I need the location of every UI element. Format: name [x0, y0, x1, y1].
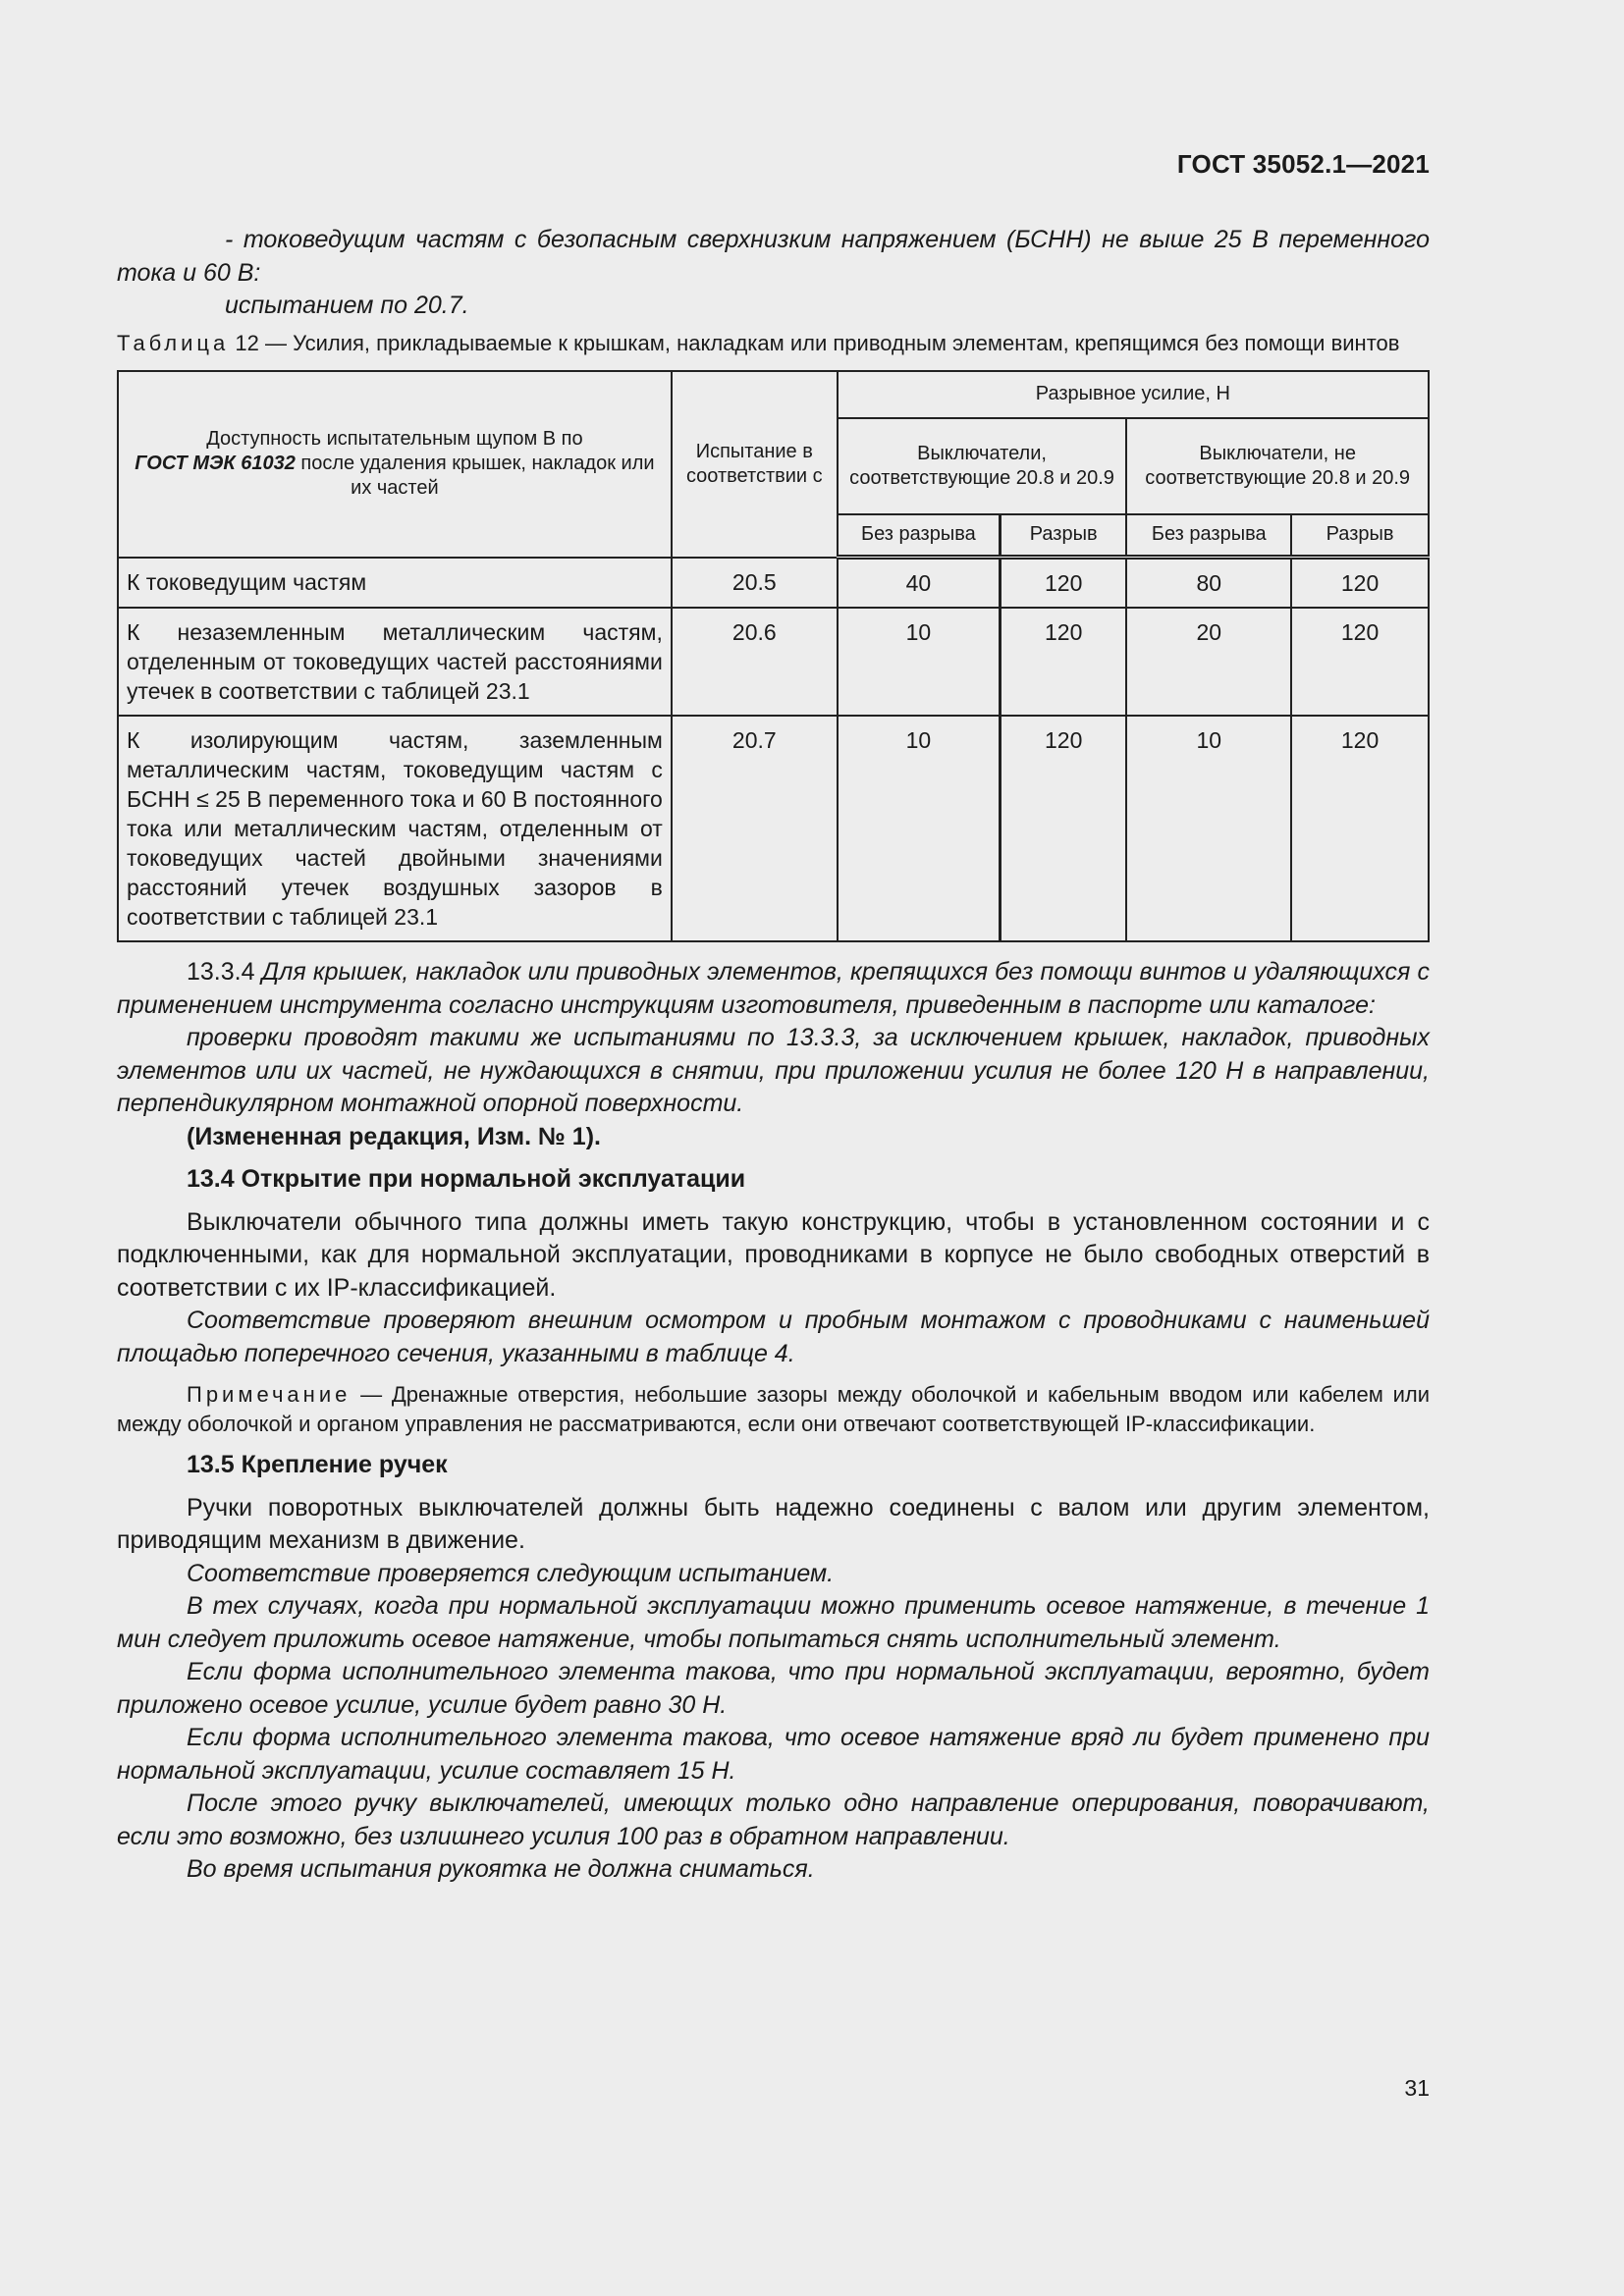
header-accessibility — [118, 371, 672, 558]
header-accessibility-post: после удаления крышек, накладок или их частей — [295, 453, 655, 499]
clause-text: Для крышек, накладок или приводных элементов, крепящихся без помощи винтов и удаляющихся с применением инструмента согласно инструкциям изготовителя, приведенным в паспорте или каталоге: — [117, 958, 1430, 1019]
section-13-5-force-30: Если форма исполнительного элемента такова, что при нормальной эксплуатации, вероятно, будет приложено осевое усилие, усилие будет равно 30 Н. — [117, 1658, 1430, 1719]
header-group-noncompliant: Выключатели, не соответствующие 20.8 и 20.9 — [1126, 418, 1429, 514]
section-heading-13-5: 13.5 Крепление ручек — [187, 1451, 448, 1478]
row-value: 120 — [1001, 716, 1127, 941]
row-label: К изолирующим частям, заземленным металлическим частям, токоведущим частям с БСНН ≤ 25 В переменного тока и 60 В постоянного тока или металлическим частям, отделенным от токоведущих частей двойными значениями расстояний утечек воздушных зазоров в соответствии с таблицей 23.1 — [118, 716, 672, 941]
row-value: 120 — [1291, 558, 1429, 609]
header-accessibility-pre: Доступность испытательным щупом В по — [206, 428, 583, 450]
note — [117, 1380, 1430, 1439]
document-id-header: ГОСТ 35052.1—2021 — [1176, 149, 1430, 179]
row-value: 10 — [838, 716, 1001, 941]
row-label: К незаземленным металлическим частям, отделенным от токоведущих частей расстояниями утечек в соответствии с таблицей 23.1 — [118, 608, 672, 716]
section-13-5-result: Во время испытания рукоятка не должна сниматься. — [187, 1855, 815, 1883]
table-row — [118, 558, 1429, 609]
section-13-5-rotation: После этого ручку выключателей, имеющих только одно направление оперирования, поворачивают, если это возможно, без излишнего усилия 100 раз в обратном направлении. — [117, 1789, 1430, 1850]
section-13-5-requirement: Ручки поворотных выключателей должны быть надежно соединены с валом или другим элементом, приводящим механизм в движение. — [117, 1493, 1430, 1554]
header-sub-break-1: Разрыв — [1001, 514, 1127, 558]
header-standard-ref: ГОСТ МЭК 61032 — [135, 453, 296, 474]
row-value: 120 — [1001, 608, 1127, 716]
clause-number: 13.3.4 — [187, 958, 255, 986]
force-table — [117, 370, 1430, 943]
section-13-5-axial-pull: В тех случаях, когда при нормальной эксплуатации можно применить осевое натяжение, в течение 1 мин следует приложить осевое натяжение, чтобы попытаться снять исполнительный элемент. — [117, 1592, 1430, 1653]
section-heading-13-4: 13.4 Открытие при нормальной эксплуатации — [187, 1165, 746, 1193]
note-text: — Дренажные отверстия, небольшие зазоры между оболочкой и кабельным вводом или кабелем или между оболочкой и органом управления не рассматриваются, если они отвечают соответствующей IP-классификации. — [117, 1382, 1430, 1436]
section-13-5-force-15: Если форма исполнительного элемента такова, что осевое натяжение вряд ли будет применено при нормальной эксплуатации, усилие составляет 15 Н. — [117, 1724, 1430, 1785]
table-row — [118, 608, 1429, 716]
header-sub-no-break-2: Без разрыва — [1126, 514, 1291, 558]
section-13-5-compliance: Соответствие проверяется следующим испытанием. — [187, 1559, 835, 1587]
header-group-compliant: Выключатели, соответствующие 20.8 и 20.9 — [838, 418, 1127, 514]
table-caption-prefix: Таблица — [117, 330, 230, 355]
row-test: 20.6 — [672, 608, 838, 716]
header-test-ref: Испытание в соответствии с — [672, 371, 838, 558]
section-13-4-compliance: Соответствие проверяют внешним осмотром и пробным монтажом с проводниками с наименьшей площадью поперечного сечения, указанными в таблице 4. — [117, 1307, 1430, 1367]
header-sub-no-break-1: Без разрыва — [838, 514, 1001, 558]
row-value: 20 — [1126, 608, 1291, 716]
table-row — [118, 716, 1429, 941]
row-value: 120 — [1291, 716, 1429, 941]
clause-13-3-4 — [117, 956, 1430, 1022]
header-sub-break-2: Разрыв — [1291, 514, 1429, 558]
intro-test-reference: испытанием по 20.7. — [225, 292, 469, 319]
table-caption-text: 12 — Усилия, прикладываемые к крышкам, накладкам или приводным элементам, крепящимся без помощи винтов — [229, 330, 1400, 355]
table-caption — [117, 329, 1430, 358]
row-value: 80 — [1126, 558, 1291, 609]
section-13-4-requirement: Выключатели обычного типа должны иметь такую конструкцию, чтобы в установленном состоянии и с подключенными, как для нормальной эксплуатации, проводниками в корпусе не было свободных отверстий в соответствии с их IP-классификацией. — [117, 1207, 1430, 1302]
amendment-note: (Измененная редакция, Изм. № 1). — [187, 1122, 601, 1150]
row-value: 10 — [1126, 716, 1291, 941]
header-breaking-force: Разрывное усилие, Н — [838, 371, 1429, 418]
row-value: 40 — [838, 558, 1001, 609]
row-test: 20.7 — [672, 716, 838, 941]
row-value: 120 — [1291, 608, 1429, 716]
row-value: 10 — [838, 608, 1001, 716]
row-label: К токоведущим частям — [118, 558, 672, 609]
page-content — [117, 224, 1430, 1887]
intro-paragraph: - токоведущим частям с безопасным сверхнизким напряжением (БСНН) не выше 25 В переменного тока и 60 В: — [117, 226, 1430, 287]
clause-13-3-4-check: проверки проводят такими же испытаниями по 13.3.3, за исключением крышек, накладок, приводных элементов или их частей, не нуждающихся в снятии, при приложении усилия не более 120 Н в направлении, перпендикулярном монтажной опорной поверхности. — [117, 1024, 1430, 1117]
row-test: 20.5 — [672, 558, 838, 609]
row-value: 120 — [1001, 558, 1127, 609]
note-label: Примечание — [187, 1382, 352, 1407]
page-number: 31 — [1404, 2075, 1430, 2101]
